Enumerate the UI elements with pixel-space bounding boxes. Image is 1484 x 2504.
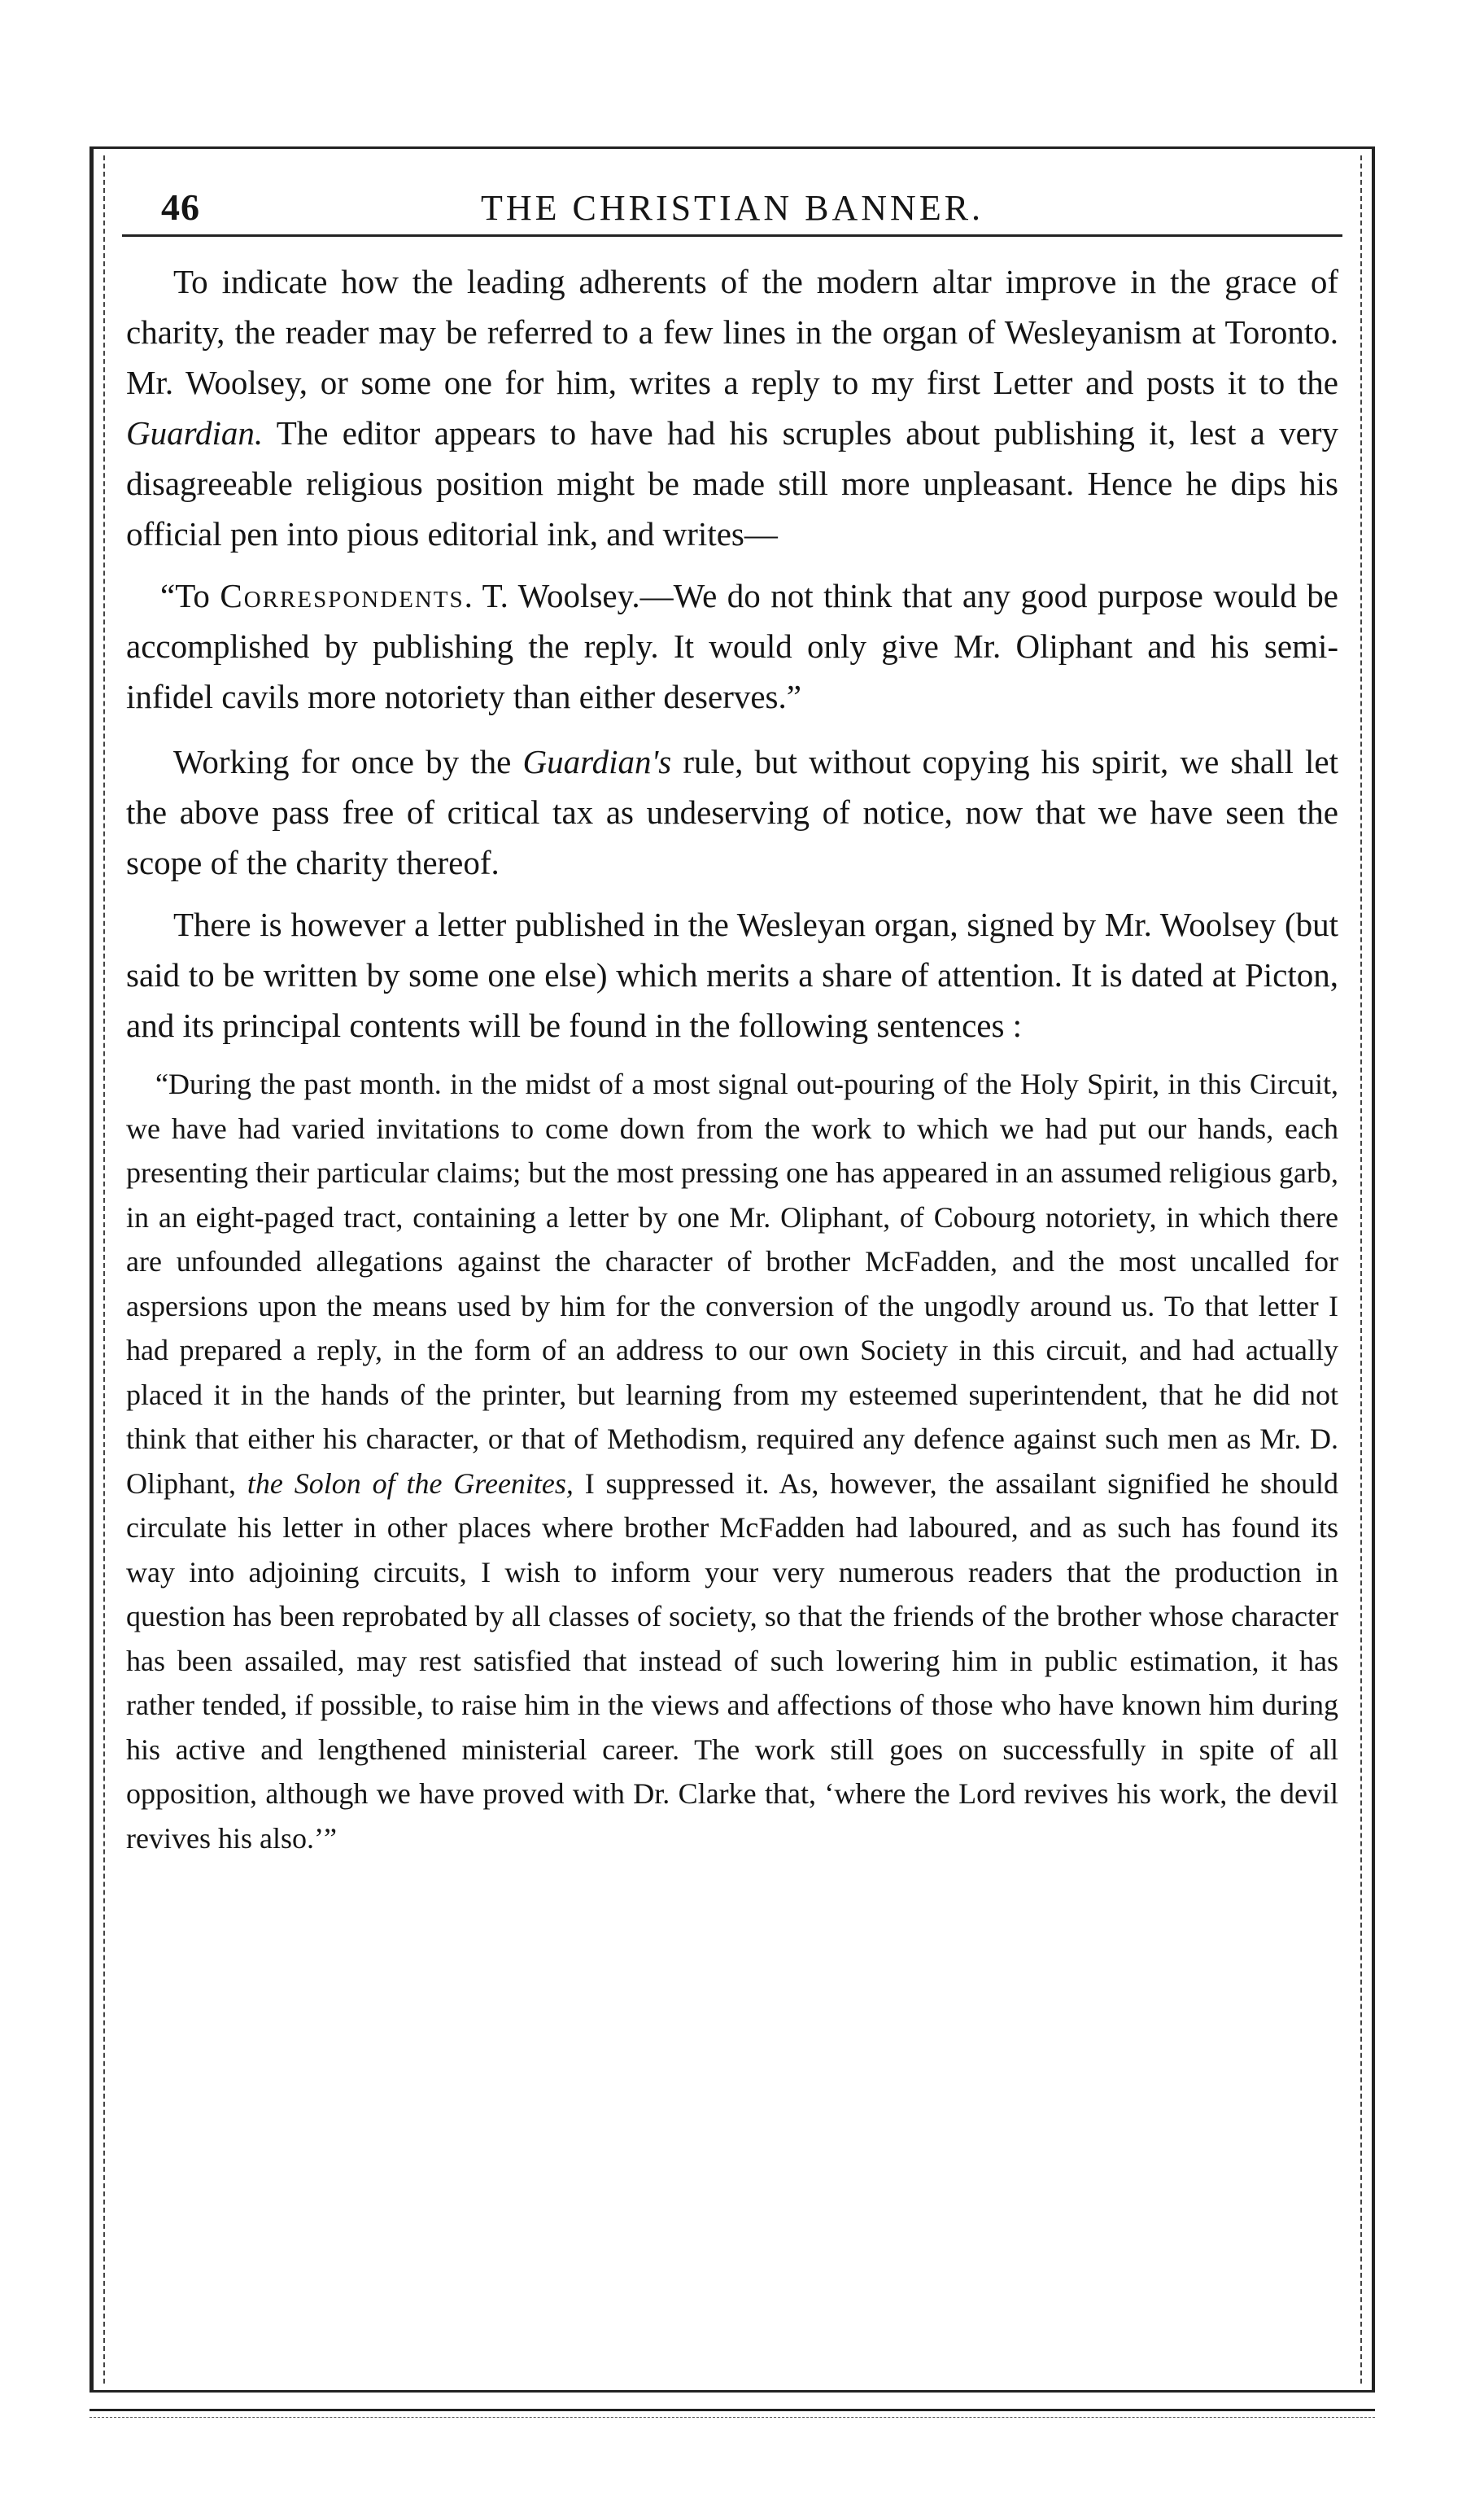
guardians-word: Guardian's: [522, 743, 672, 780]
bottom-rule-dashed: [89, 2417, 1375, 2418]
paragraph-2-text-a: Working for once by the: [173, 743, 523, 780]
paragraph-1: [126, 256, 1338, 559]
guardian-title: Guardian.: [126, 414, 264, 452]
paragraph-3-text: There is however a letter published in the Wesleyan organ, signed by Mr. Woolsey (but said to be written by some one else) which merits a share of attention. It is dated at Picton, and its principal contents will be found in the following sentences :: [126, 906, 1338, 1044]
correspondents-heading: Correspondents: [220, 577, 465, 614]
editor-quote-text: . T. Woolsey.—We do not think that any good purpose would be accomplished by publishing the reply. It would only give Mr. Oliphant and his semi-infidel cavils more notoriety than either deserves.”: [126, 577, 1338, 715]
bottom-rule: [89, 2409, 1375, 2411]
paragraph-3: [126, 899, 1338, 1051]
paragraph-1-text: To indicate how the leading adherents of the modern altar improve in the grace of charity, the reader may be referred to a few lines in the organ of Wesleyanism at Toronto. Mr. Woolsey, or some one for him, writes a reply to my first Letter and posts it to the: [126, 263, 1338, 401]
solon-phrase: the Solon of the Greenites,: [247, 1466, 574, 1500]
editor-quote: [126, 570, 1338, 722]
article-body: [126, 256, 1338, 1860]
page-header: [122, 177, 1342, 237]
running-title: THE CHRISTIAN BANNER.: [480, 188, 984, 228]
editor-quote-open: “To: [160, 577, 220, 614]
paragraph-2-text-b: rule, but without copying his spirit, we shall let the above pass free of critical tax as undeserving of notice, now that we have seen the scope of the charity thereof.: [126, 743, 1339, 881]
letter-quote-text-b: I suppressed it. As, however, the assailant signified he should circulate his letter in other places where brother McFadden had laboured, and as such has found its way into adjoining circuits, I wish to inform your very numerous readers that the production in question has been reprobated by all classes of society, so that the friends of the brother whose character has been assailed, may rest satisfied that instead of such lowering him in public estimation, it has rather tended, if possible, to raise him in the views and affections of those who have known him during his active and lengthened ministerial career. The work still goes on successfully in spite of all opposition, although we have proved with Dr. Clarke that, ‘where the Lord revives his work, the devil revives his also.’”: [126, 1466, 1339, 1855]
letter-quote-text-a: “During the past month. in the midst of a most signal out-pouring of the Holy Spirit, in this Circuit, we have had varied invitations to come down from the work to which we had put our hands, each presenting their particular claims; but the most pressing one has appeared in an assumed religious garb, in an eight-paged tract, containing a letter by one Mr. Oliphant, of Cobourg notoriety, in which there are unfounded allegations against the character of brother McFadden, and the most uncalled for aspersions upon the means used by him for the conversion of the ungodly around us. To that letter I had prepared a reply, in the form of an address to our own Society in this circuit, and had actually placed it in the hands of the printer, but learning from my esteemed superintendent, that he did not think that either his character, or that of Methodism, required any defence against such men as Mr. D. Oliphant,: [126, 1068, 1338, 1500]
letter-quote: [126, 1062, 1338, 1860]
page-number: 46: [161, 186, 200, 228]
paragraph-1-continued: The editor appears to have had his scruples about publishing it, lest a very disagreeable religious position might be made still more unpleasant. Hence he dips his official pen into pious editorial ink, and writes—: [126, 414, 1338, 553]
paragraph-2: [126, 736, 1338, 888]
